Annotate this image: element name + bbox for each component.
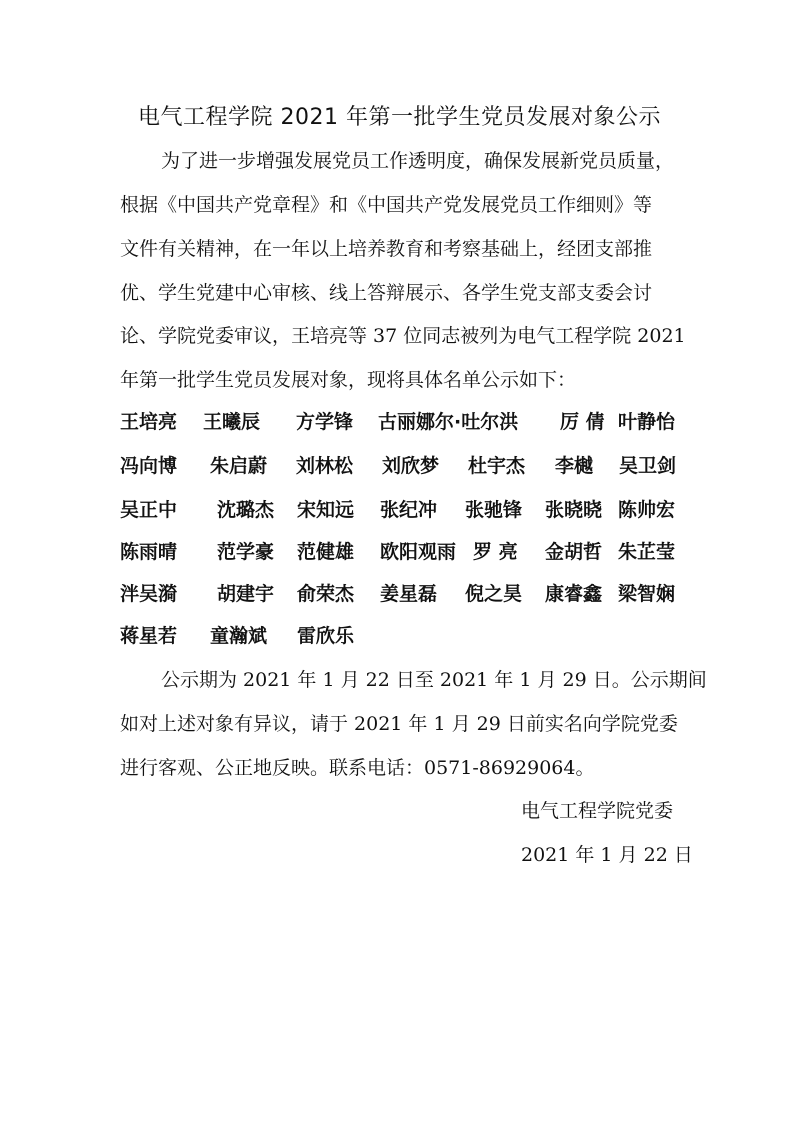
name-entry: 泮吴漪 [120,583,178,605]
name-entry: 沈璐杰 [217,499,275,521]
name-entry: 金胡哲 [545,541,603,563]
name-entry: 欧阳观雨 [380,541,457,563]
name-entry: 朱芷莹 [618,541,676,563]
name-entry: 吴正中 [120,499,178,521]
name-entry: 陈雨晴 [120,541,178,563]
name-entry: 罗 亮 [473,541,518,563]
intro-line: 文件有关精神，在一年以上培养教育和考察基础上，经团支部推 [120,238,653,260]
signature: 电气工程学院党委 [521,800,674,822]
intro-line: 年第一批学生党员发展对象，现将具体名单公示如下： [120,369,577,391]
name-entry: 童瀚斌 [210,625,268,647]
name-entry: 陈帅宏 [618,499,676,521]
signature-date: 2021 年 1 月 22 日 [521,844,693,866]
name-entry: 梁智娴 [618,583,676,605]
name-entry: 张纪冲 [380,499,438,521]
name-entry: 范健雄 [297,541,355,563]
name-entry: 古丽娜尔·吐尔洪 [378,411,519,433]
name-entry: 叶静怡 [618,411,676,433]
name-entry: 杜宇杰 [468,455,526,477]
name-entry: 雷欣乐 [297,625,355,647]
name-entry: 李樾 [555,455,594,477]
name-entry: 姜星磊 [380,583,438,605]
name-entry: 朱启蔚 [210,455,268,477]
name-entry: 康睿鑫 [545,583,603,605]
name-entry: 王培亮 [120,411,178,433]
name-entry: 刘欣梦 [382,455,440,477]
name-entry: 冯向博 [120,455,178,477]
name-entry: 胡建宇 [217,583,275,605]
closing-line: 进行客观、公正地反映。联系电话：0571-86929064。 [120,757,595,779]
name-entry: 倪之昊 [465,583,523,605]
closing-line: 公示期为 2021 年 1 月 22 日至 2021 年 1 月 29 日。公示期间 [161,669,707,691]
name-entry: 张晓晓 [545,499,603,521]
name-entry: 宋知远 [297,499,355,521]
closing-line: 如对上述对象有异议，请于 2021 年 1 月 29 日前实名向学院党委 [120,713,678,735]
name-entry: 吴卫剑 [619,455,677,477]
name-entry: 蒋星若 [120,625,178,647]
name-entry: 范学豪 [217,541,275,563]
intro-line: 为了进一步增强发展党员工作透明度，确保发展新党员质量， [161,150,675,172]
name-entry: 厉 倩 [560,411,605,433]
name-entry: 方学锋 [296,411,354,433]
document-title: 电气工程学院 2021 年第一批学生党员发展对象公示 [138,105,661,130]
intro-line: 根据《中国共产党章程》和《中国共产党发展党员工作细则》等 [120,194,653,216]
name-entry: 刘林松 [296,455,354,477]
name-entry: 王曦辰 [203,411,261,433]
name-entry: 张驰锋 [465,499,523,521]
intro-line: 论、学院党委审议，王培亮等 37 位同志被列为电气工程学院 2021 [120,325,686,347]
name-entry: 俞荣杰 [297,583,355,605]
intro-line: 优、学生党建中心审核、线上答辩展示、各学生党支部支委会讨 [120,282,653,304]
